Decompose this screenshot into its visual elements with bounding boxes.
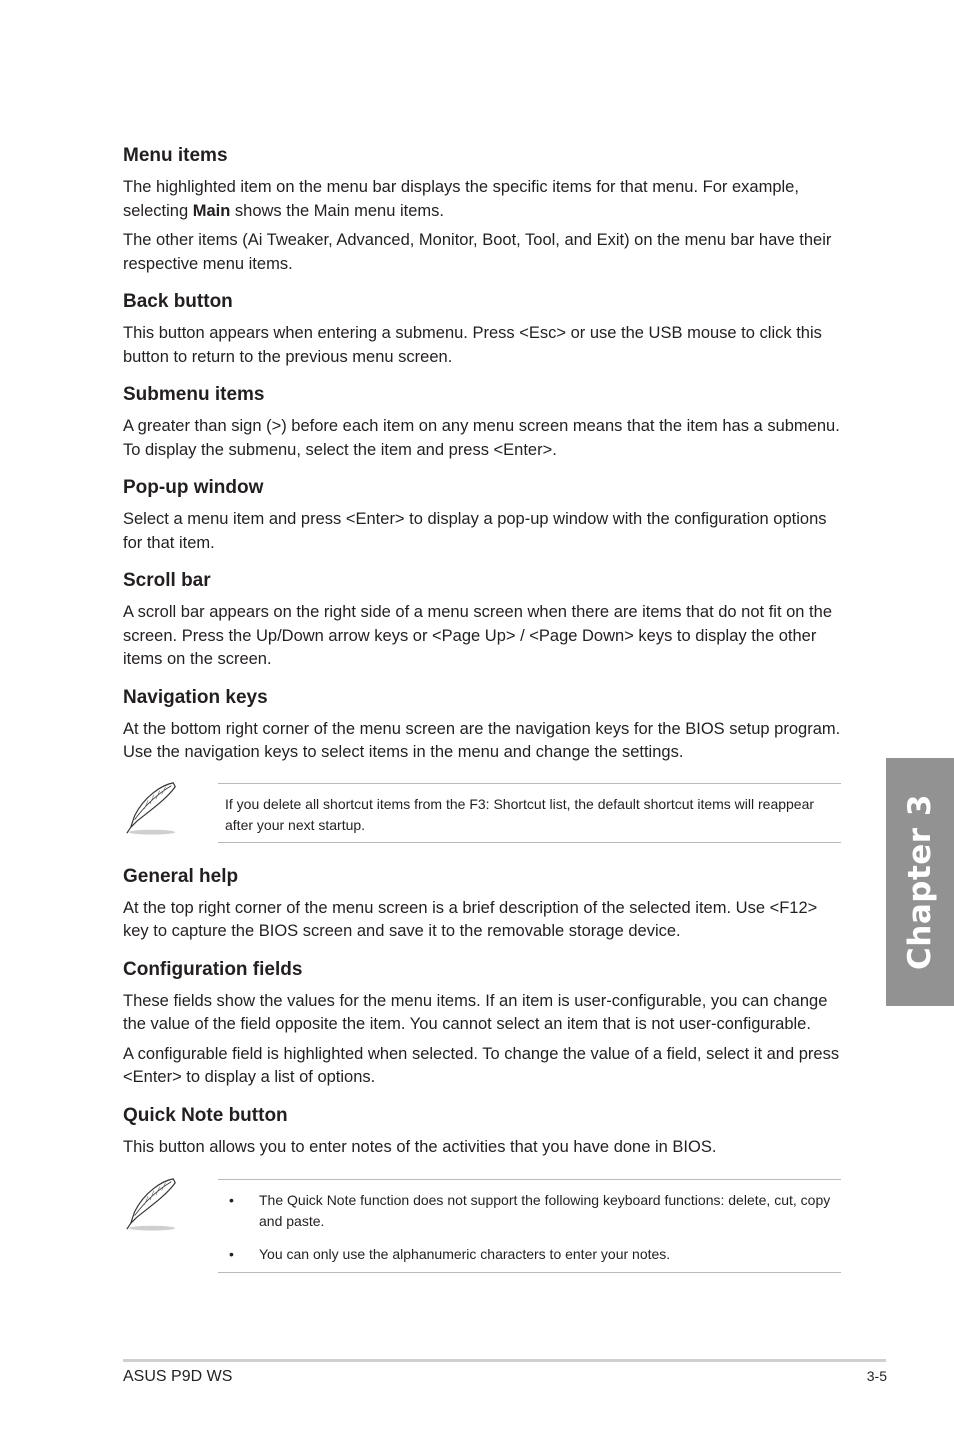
list-item bbox=[225, 1244, 831, 1265]
paragraph: This button appears when entering a submenu. Press <Esc> or use the USB mouse to click this button to return to the previous menu screen. bbox=[123, 324, 822, 366]
bullet: • bbox=[229, 1192, 234, 1208]
list-item-text: The Quick Note function does not support the following keyboard functions: delete, cut, copy and paste. bbox=[259, 1192, 831, 1229]
paragraph: At the top right corner of the menu screen is a brief description of the selected item. Use <F12> key to capture the BIOS screen and save it to the removable storage device. bbox=[123, 898, 818, 940]
list-item-text: You can only use the alphanumeric characters to enter your notes. bbox=[259, 1246, 671, 1262]
footer-divider bbox=[123, 1359, 886, 1362]
section-submenu-items bbox=[123, 383, 841, 462]
section-quick-note-button bbox=[123, 1104, 841, 1160]
chapter-tab bbox=[886, 758, 954, 1006]
section-menu-items bbox=[123, 144, 841, 276]
paragraph: This button allows you to enter notes of the activities that you have done in BIOS. bbox=[123, 1137, 717, 1156]
paragraph: These fields show the values for the menu items. If an item is user-configurable, you can change the value of the field opposite the item. You cannot select an item that is not user-configurable. bbox=[123, 991, 828, 1033]
section-heading: Scroll bar bbox=[123, 570, 211, 591]
text-run: shows the Main menu items. bbox=[230, 201, 444, 220]
note-list bbox=[225, 1190, 831, 1265]
paragraph: A configurable field is highlighted when selected. To change the value of a field, select it and press <Enter> to display a list of options. bbox=[123, 1044, 840, 1086]
section-heading: General help bbox=[123, 865, 239, 887]
list-item bbox=[225, 1190, 831, 1232]
divider bbox=[218, 783, 841, 784]
section-configuration-fields bbox=[123, 958, 841, 1090]
section-heading: Quick Note button bbox=[123, 1104, 288, 1126]
divider bbox=[218, 842, 841, 843]
section-heading: Submenu items bbox=[123, 384, 265, 405]
pen-icon bbox=[123, 779, 181, 837]
note-box bbox=[123, 783, 841, 843]
divider bbox=[218, 1179, 841, 1180]
paragraph bbox=[123, 176, 841, 223]
bold-term: Main bbox=[192, 201, 231, 220]
section-heading: Menu items bbox=[123, 145, 228, 166]
section-heading: Pop-up window bbox=[123, 477, 264, 498]
note-box bbox=[123, 1179, 841, 1273]
page-number: 3-5 bbox=[866, 1368, 887, 1384]
pen-icon bbox=[123, 1175, 181, 1233]
section-general-help bbox=[123, 865, 841, 944]
paragraph: The other items (Ai Tweaker, Advanced, Monitor, Boot, Tool, and Exit) on the menu bar have their respective menu items. bbox=[123, 231, 832, 273]
footer-product-name: ASUS P9D WS bbox=[123, 1368, 233, 1385]
section-heading: Configuration fields bbox=[123, 958, 303, 980]
text-run: The highlighted item on the menu bar displays the specific items for that menu. For example, selecting bbox=[123, 178, 799, 220]
paragraph: A greater than sign (>) before each item on any menu screen means that the item has a submenu. To display the submenu, select the item and press <Enter>. bbox=[123, 417, 840, 459]
paragraph: A scroll bar appears on the right side of a menu screen when there are items that do not fit on the screen. Press the Up/Down arrow keys or <Page Up> / <Page Down> keys to display the other items on the screen. bbox=[123, 603, 832, 668]
chapter-label: Chapter 3 bbox=[902, 794, 938, 970]
section-scroll-bar bbox=[123, 569, 841, 672]
paragraph: At the bottom right corner of the menu screen are the navigation keys for the BIOS setup program. Use the navigation keys to select items in the menu and change the settings. bbox=[123, 719, 841, 761]
bullet: • bbox=[229, 1246, 234, 1262]
note-text: If you delete all shortcut items from the F3: Shortcut list, the default shortcut items will reappear after your next startup. bbox=[225, 795, 815, 833]
page-content bbox=[123, 144, 841, 1295]
paragraph: Select a menu item and press <Enter> to display a pop-up window with the configuration options for that item. bbox=[123, 510, 827, 552]
section-popup-window bbox=[123, 476, 841, 555]
divider bbox=[218, 1272, 841, 1273]
section-heading: Back button bbox=[123, 291, 233, 312]
section-heading: Navigation keys bbox=[123, 686, 268, 708]
section-navigation-keys bbox=[123, 686, 841, 765]
section-back-button bbox=[123, 290, 841, 369]
